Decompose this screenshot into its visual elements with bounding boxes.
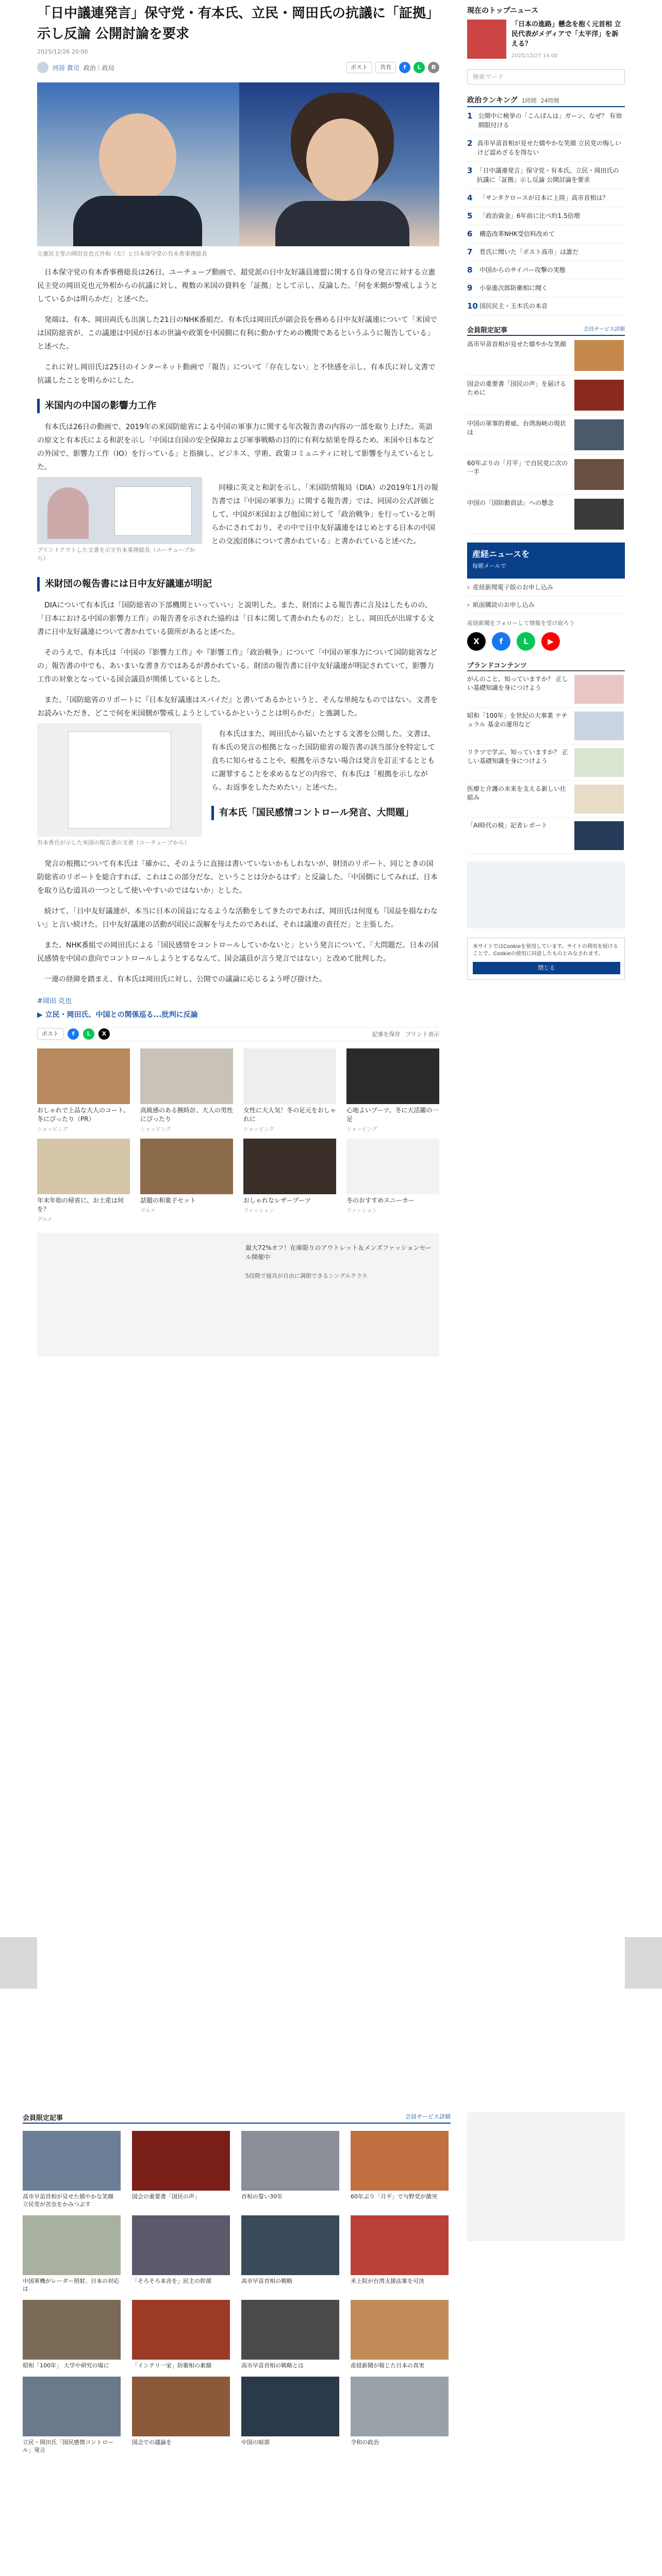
promo-thumbnail	[243, 1139, 336, 1194]
facebook-icon[interactable]: f	[399, 62, 410, 73]
article-paragraph: また、NHK番組での岡田氏による「国民感情をコントロールしていかないと」という発言について、「大問題だ。日本の国民感情を中国の意向でコントロールしようとするなんて、国会議員が言う発言ではない」と改めて批判した。	[37, 941, 439, 963]
promo-thumbnail	[346, 1139, 439, 1194]
ranking-text: 公開中に検挙の「こんばんは」ガーン、なぜ？ 有効期限付ける	[478, 112, 622, 129]
x-icon[interactable]: X	[98, 1028, 110, 1040]
article-paragraph: また、「国防総省のリポートに『日本友好議連はスパイだ』と書いてあるかというと、そんな単純なものではない。文書をお読みいただき、どこで何を米国側が警戒しようとしているかということは明らかだ」と強調した。	[37, 696, 438, 718]
share-bar-bottom	[37, 1027, 439, 1041]
person-face	[306, 118, 378, 201]
promo-card[interactable]	[37, 1048, 130, 1132]
promo-source: ファッション	[243, 1208, 274, 1214]
promo-title: おしゃれで上品な大人のコート、冬にぴったり（PR）	[37, 1107, 129, 1123]
cookie-consent	[467, 938, 625, 980]
ranking-text: 「サンタクロースが日本に上陸」高市首相は？	[479, 194, 609, 201]
pr-text: 医療と介護の未来を支える新しい仕組み	[467, 785, 567, 801]
lower-thumbnail	[241, 2300, 339, 2360]
pr-thumbnail	[574, 675, 624, 704]
member-item-text: 中国の「国防動員法」への懸念	[467, 499, 554, 506]
lower-card[interactable]	[241, 2215, 339, 2293]
member-thumbnail	[574, 380, 624, 411]
ranking-text: 菅氏に聞いた「ポスト高市」は誰だ	[479, 248, 579, 256]
lower-card-title: 60年ぶり「月平」で与野党が激突	[351, 2193, 437, 2200]
reporter-name[interactable]: 河居 貴司	[53, 64, 79, 72]
article-paragraph: 日本保守党の有本香事務総長は26日、ユーチューブ動画で、超党派の日中友好議員連盟に関する自身の発言に対する立憲民主党の岡田克也元外相からの抗議に対し、複数の米国の資料を「証拠」として示し、反論した。「何を米側が警戒しようとしているかは明らかだ」と述べた。	[37, 268, 438, 303]
tag-link[interactable]: #岡田 克也	[37, 997, 72, 1005]
member-item-text: 高市早苗首相が見せた嬉やかな笑顔	[467, 341, 567, 348]
print-button[interactable]: プリント表示	[405, 1031, 439, 1038]
ranking-text: 「政治資金」6年前に比べ約1.5倍増	[479, 212, 580, 219]
hero-caption: 立憲民主党の岡田克也元外相（左）と日本保守党の有本香事務総長	[37, 250, 207, 257]
arrow-icon: ›	[467, 583, 470, 591]
ranking-item[interactable]	[467, 279, 625, 297]
ranking-item[interactable]	[467, 243, 625, 261]
article-paragraph: そのうえで、有本氏は「中国の『影響力工作』や『影響工作』「政治戦争」について「中国の軍事力について国防総省などの」報告書の中でも、あいまいな書き方ではあるが書かれている。財団の報告書に日中友好議連が明記されていて、影響力工作の対象となっている国会議員が関係しているとした。	[37, 649, 438, 684]
hero-image	[37, 82, 439, 246]
member-thumbnail	[574, 459, 624, 490]
ad-subtext: 5段階で寝具が自由に調節できるシングルクラス	[245, 1273, 368, 1279]
pr-header: プランドコンテンツ	[467, 660, 625, 671]
ranking-item[interactable]	[467, 261, 625, 279]
newsletter-subtitle: 毎朝メールで	[472, 563, 506, 569]
promo-title: 高級感のある腕時計、大人の男性にぴったり	[140, 1107, 234, 1123]
post-button[interactable]: ポスト	[37, 1028, 63, 1040]
promo-card[interactable]	[140, 1048, 233, 1132]
promo-title: 話題の和菓子セット	[140, 1197, 196, 1204]
lower-thumbnail	[23, 2377, 121, 2436]
lower-header	[23, 2112, 451, 2124]
lower-card[interactable]	[241, 2377, 339, 2454]
promo-thumbnail	[37, 1048, 130, 1104]
bookmark-icon[interactable]: B	[428, 62, 439, 73]
share-actions	[372, 1030, 439, 1038]
section-heading: 米国内の中国の影響力工作	[37, 399, 439, 413]
x-icon[interactable]: X	[467, 632, 486, 651]
member-item-text: 中国の軍事的脅威、台湾海峡の現状は	[467, 420, 567, 436]
gray-gutter-left	[0, 1937, 37, 1989]
facebook-icon[interactable]: f	[492, 632, 510, 651]
promo-source: ショッピング	[37, 1127, 68, 1132]
promo-card[interactable]	[243, 1048, 336, 1132]
member-thumbnail	[574, 499, 624, 530]
ranking-text: 国民民主・玉木氏の本音	[479, 302, 548, 310]
ranking-title: 政治ランキング	[467, 96, 518, 105]
lower-thumbnail	[132, 2377, 230, 2436]
member-item[interactable]	[467, 336, 625, 376]
ad-text: 最大72%オフ！在庫限りのアウトレット＆メンズファッションセール開催中	[245, 1244, 432, 1261]
member-item-text: 国会の重要書「国民の声」を届けるために	[467, 380, 567, 396]
newsletter-title: 産経ニュースを	[472, 549, 530, 559]
lower-card-title: 高市早苗首相の戦略とは	[241, 2362, 304, 2369]
pr-item[interactable]	[467, 781, 625, 818]
document-figure	[114, 486, 192, 536]
pr-thumbnail	[574, 785, 624, 814]
lower-card-title: 米上院が台湾支援法案を可決	[351, 2278, 424, 2284]
lower-thumbnail	[241, 2131, 339, 2191]
lower-thumbnail	[132, 2131, 230, 2191]
member-thumbnail	[574, 419, 624, 450]
pr-text: 「AI時代の税」記者レポート	[467, 822, 548, 829]
figure-image	[37, 723, 202, 837]
ranking-item[interactable]	[467, 107, 625, 134]
rank-number: 9	[467, 283, 473, 293]
ranking-item[interactable]	[467, 134, 625, 162]
pr-text: 昭和「100年」を世紀の大事業 ナチュラル 基金の運用など	[467, 712, 568, 728]
subscribe-digital-link[interactable]	[467, 579, 625, 596]
advertisement-content	[238, 1233, 439, 1357]
ranking-item[interactable]	[467, 207, 625, 225]
lower-card-title: 中国の暗部	[241, 2439, 270, 2446]
pr-item[interactable]	[467, 708, 625, 744]
document-figure	[68, 732, 171, 828]
promo-card[interactable]	[243, 1139, 336, 1223]
sidebar	[467, 0, 625, 980]
byline	[37, 61, 439, 74]
promo-thumbnail	[140, 1048, 233, 1104]
line-icon[interactable]: L	[517, 632, 535, 651]
lower-thumbnail	[351, 2131, 449, 2191]
lower-more-link[interactable]: 会員サービス詳細	[405, 2113, 451, 2120]
promo-card[interactable]	[140, 1139, 233, 1223]
article-date: 2025/12/26 20:00	[37, 48, 88, 55]
lower-card[interactable]	[132, 2300, 230, 2369]
tag-row	[37, 995, 439, 1005]
rank-number: 10	[467, 301, 478, 311]
lower-card-title: 立民・岡田氏「国民感情コントロール」発言	[23, 2439, 113, 2453]
share-bar	[346, 62, 439, 73]
lower-card-title: 中国軍機がレーダー照射、日本の対応は	[23, 2278, 119, 2292]
promo-grid	[37, 1048, 439, 1223]
lower-thumbnail	[132, 2300, 230, 2360]
photo-arimoto	[239, 82, 439, 246]
promo-source: ファッション	[346, 1208, 377, 1214]
figure-image	[37, 477, 202, 544]
person-suit	[275, 201, 409, 246]
lower-thumbnail	[351, 2300, 449, 2360]
lower-card[interactable]	[23, 2131, 121, 2208]
rank-number: 8	[467, 265, 473, 275]
lower-card[interactable]	[241, 2131, 339, 2208]
ranking-item[interactable]	[467, 189, 625, 207]
ranking-list	[467, 107, 625, 315]
post-button[interactable]: ポスト	[346, 62, 372, 73]
promo-title: 冬のおすすめスニーカー	[346, 1197, 415, 1204]
lower-thumbnail	[241, 2215, 339, 2275]
reporter-avatar	[37, 62, 48, 73]
pr-thumbnail	[574, 821, 624, 850]
ranking-text: 「日中議連発言」保守党・有本氏、立民・岡田氏の抗議に「証拠」示し反論 公開討論を要求	[476, 167, 619, 183]
member-title: 会員限定記事	[467, 327, 508, 334]
lower-card[interactable]	[351, 2131, 449, 2208]
figure-caption: プリントアウトした文書を示す有本事務総長（ユーチューブから）	[37, 547, 195, 562]
related-article-link[interactable]: ▶ 立民・岡田氏、中国との関係巡る...批判に反論	[37, 1011, 198, 1019]
lower-card-title: 令和の政治	[351, 2439, 379, 2446]
top-news-date: 2025/12/27 14:00	[511, 53, 558, 59]
facebook-icon[interactable]: f	[68, 1028, 79, 1040]
member-item[interactable]	[467, 495, 625, 534]
pr-text: リクツで学ぶ、知っていますか？ 正しい基礎知識を身につけよう	[467, 749, 568, 765]
section-heading: 米財団の報告書には日中友好議連が明記	[37, 577, 439, 591]
tab-24h[interactable]: 24時間	[540, 97, 559, 104]
article-section[interactable]: 政治｜政局	[83, 64, 114, 72]
search-input[interactable]: 検索ワード	[467, 69, 625, 84]
article-paragraph: 有本氏は26日の動画で、2019年の米国防総省による中国の軍事力に関する年次報告書の内容の一部を取り上げた。英語の原文と有本氏による和訳を示し「中国は自国の安全保障および軍事戦略の目的に有利な結果を得るため、米国や日本などの外国で、影響力工作（IO）を行っている」と指摘し、ビジネス、学術、政策コミュニティに対して影響を与えているとした。	[37, 423, 434, 471]
advertisement-wide[interactable]	[37, 1233, 439, 1357]
lower-card-title: 首相の誓い30年	[241, 2193, 283, 2200]
rank-number: 1	[467, 111, 473, 121]
share-button[interactable]: 共有	[375, 62, 396, 73]
sidebar-advertisement[interactable]	[467, 861, 625, 928]
lower-card-title: 高市早苗首相が見せた嬉やかな笑顔 立民党が苦虫をかみつぶす	[23, 2193, 113, 2208]
line-icon[interactable]: L	[83, 1028, 94, 1040]
lower-card-title: 高市早苗首相の戦略	[241, 2278, 292, 2284]
promo-title: おしゃれなレザーブーツ	[243, 1197, 311, 1204]
member-more-link[interactable]: 会員サービス詳細	[584, 327, 625, 332]
lower-card[interactable]	[132, 2131, 230, 2208]
subscribe-paper-link[interactable]	[467, 596, 625, 614]
rank-number: 2	[467, 139, 473, 148]
lower-card-title: 「インテリ一家」防衛相の素顔	[132, 2362, 211, 2369]
lower-right	[467, 2112, 625, 2241]
lower-thumbnail	[23, 2300, 121, 2360]
ranking-text: 構造改革NHK受信料改めて	[479, 230, 555, 238]
figure-caption: 有本香氏が示した米国の報告書の文書（ユーチューブから）	[37, 839, 190, 846]
arrow-icon: ›	[467, 601, 470, 608]
save-article-button[interactable]: 記事を保存	[372, 1031, 401, 1038]
ranking-item[interactable]	[467, 297, 625, 315]
tab-1h[interactable]: 1時間	[521, 97, 537, 104]
article-paragraph: 発端は、有本、岡田両氏も出演した21日のNHK番組だ。有本氏は岡田氏が副会長を務める日中友好議連について「米国では国防総省が、この議連は中国が日本の世論や政策を中国側に有利に動かすための機関であるというふうに報告している」と述べた。	[37, 316, 437, 351]
figure-printout	[37, 477, 202, 563]
link-label: 紙面購読のお申し込み	[472, 601, 535, 608]
lower-card-title: 国会での議論を	[132, 2439, 172, 2446]
promo-thumbnail	[37, 1139, 130, 1194]
lower-card[interactable]	[132, 2377, 230, 2454]
lower-card-title: 国会の重要書「国民の声」	[132, 2193, 200, 2200]
rank-number: 3	[467, 166, 473, 175]
pr-item[interactable]	[467, 671, 625, 708]
promo-card[interactable]	[346, 1139, 439, 1223]
ranking-header	[467, 95, 625, 107]
promo-title: 年末年始の帰省に、お土産は何を？	[37, 1197, 124, 1213]
pr-text: がんのこと、知っていますか？ 正しい基礎知識を身につけよう	[467, 675, 568, 691]
member-header	[467, 325, 625, 336]
member-item[interactable]	[467, 455, 625, 495]
lower-card-title: 産経新聞が報じた日本の真実	[351, 2362, 424, 2369]
sns-title: 産経新聞をフォローして情報を受け取ろう	[467, 620, 575, 626]
top-news-thumbnail	[467, 20, 506, 59]
article-paragraph: 発言の根拠について有本氏は「確かに、そのように直接は書いていないかもしれないが、財団のリポート、同じときの国防総省のリポートを総合すれば、これはこの部分だな、ということは分かるはず」と反論した。「中国側にしてみれば、日本を取り込む道具の一つとして使いやすいのではないか」とした。	[37, 860, 438, 895]
article-paragraph: 有本氏はまた、岡田氏から届いたとする文書を公開した。文書は、有本氏の発言の根拠となった国防総省の報告書の該当部分を特定して直ちに知らせることや、根拠を示さない場合は発言を訂正するとともに謝罪することを求めるなどの内容で、有本氏は「根拠を示しながら、お返事をしたためたい」と述べた。	[211, 730, 435, 792]
top-news-title: 現在のトップニュース	[467, 7, 539, 15]
lower-card[interactable]	[351, 2377, 449, 2454]
link-label: 産経新聞電子版のお申し込み	[472, 584, 553, 591]
lower-advertisement[interactable]	[467, 2112, 625, 2241]
article-paragraph: 続けて、「日中友好議連が、本当に日本の国益になるような活動をしてきたのであれば、岡田氏は何度も『国益を損なわない』と言い続けた。日中友好議連の活動が国民に誤解を与えたのであれば、それは議連の責任だ」と主張した。	[37, 907, 438, 929]
ranking-text: 高市早苗首相が見せた嬉やかな笑顔 立民党の悔しいけど認めざるを得ない	[477, 140, 622, 156]
person-suit	[73, 196, 202, 246]
lower-card[interactable]	[132, 2215, 230, 2293]
lower-title: 会員限定記事	[23, 2114, 63, 2122]
promo-thumbnail	[346, 1048, 439, 1104]
rank-number: 4	[467, 193, 473, 202]
promo-source: グルメ	[37, 1217, 53, 1223]
promo-title: 心地よいブーツ、冬に大活躍の一足	[346, 1107, 439, 1123]
article-paragraph: 同様に英文と和訳を示し、「米国防情報局（DIA）の2019年1月の報告書では『中国の軍事力』に関する報告書」では、同国の公式評価として、中国が米国および他国に対して「政治戦争」を行っていると明らかにされており、その中で日中友好議連をはじめとする日本の中国との交流団体について書かれている」と書かれていると述べた。	[211, 484, 439, 546]
lower-card-title: 昭和「100年」 大学や研究の場に	[23, 2362, 109, 2369]
promo-source: ショッピング	[346, 1127, 377, 1132]
line-icon[interactable]: L	[413, 62, 425, 73]
promo-thumbnail	[243, 1048, 336, 1104]
youtube-icon[interactable]: ▶	[541, 632, 560, 651]
promo-source: グルメ	[140, 1208, 156, 1214]
article-paragraph: DIAについて有本氏は「国防総省の下部機関といっていい」と説明した。また、財団による報告書に言及はしたものの、「日本における中国の影響力工作」の報告書を示された協約は「日本に関して書かれたものだ」とし、岡田氏が出席する文書に日中友好議連について書かれている箇所があると述べた。	[37, 601, 434, 636]
ranking-item[interactable]	[467, 162, 625, 189]
figure-report	[37, 723, 202, 847]
promo-source: ショッピング	[243, 1127, 274, 1132]
pr-thumbnail	[574, 748, 624, 777]
ranking-item[interactable]	[467, 225, 625, 243]
sns-row	[467, 632, 625, 651]
promo-title: 女性に大人気！冬の足元をおしゃれに	[243, 1107, 337, 1123]
pr-item[interactable]	[467, 744, 625, 781]
lower-thumbnail	[241, 2377, 339, 2436]
promo-card[interactable]	[37, 1139, 130, 1223]
photo-okada	[37, 82, 239, 246]
section-heading: 有本氏「国民感情コントロール発言、大問題」	[211, 806, 439, 820]
promo-thumbnail	[140, 1139, 233, 1194]
person-face	[99, 113, 176, 201]
lower-card[interactable]	[351, 2215, 449, 2293]
article-paragraph: 一連の経緯を踏まえ、有本氏は岡田氏に対し、公開での議論に応じるよう呼び掛けた。	[44, 975, 326, 984]
gray-gutter-right	[625, 1937, 662, 1989]
pr-item[interactable]	[467, 818, 625, 854]
lower-card[interactable]	[23, 2300, 121, 2369]
top-news-headline: 「日本の進路」懸念を抱く元首相 立民代表がメディアで「太平洋」を訴える？	[511, 21, 621, 48]
article-main	[37, 0, 439, 1357]
promo-source: ショッピング	[140, 1127, 171, 1132]
lower-thumbnail	[23, 2131, 121, 2191]
lower-thumbnail	[351, 2377, 449, 2436]
lower-thumbnail	[23, 2215, 121, 2275]
person-figure	[47, 487, 89, 539]
promo-card[interactable]	[346, 1048, 439, 1132]
member-item[interactable]	[467, 376, 625, 415]
member-item[interactable]	[467, 415, 625, 455]
article-headline: 「日中議連発言」保守党・有本氏、立民・岡田氏の抗議に「証拠」示し反論 公開討論を要求	[37, 6, 440, 42]
rank-number: 5	[467, 211, 473, 221]
lower-card[interactable]	[23, 2215, 121, 2293]
rank-number: 7	[467, 247, 473, 257]
pr-thumbnail	[574, 711, 624, 740]
consent-close-button[interactable]: 閉じる	[473, 962, 620, 974]
member-thumbnail	[574, 340, 624, 371]
rank-number: 6	[467, 229, 473, 239]
lower-card[interactable]	[351, 2300, 449, 2369]
lower-grid	[23, 2131, 449, 2454]
consent-text: 本サイトではCookieを使用しています。サイトの利用を続けることで、Cookieの使用に同意したものとみなされます。	[473, 944, 618, 957]
lower-thumbnail	[132, 2215, 230, 2275]
ranking-text: 中国からのサイバー攻撃の実態	[479, 266, 566, 274]
ranking-text: 小泉進次郎防衛相に聞く	[479, 284, 548, 292]
newsletter-banner[interactable]	[467, 543, 625, 579]
member-item-text: 60年ぶりの「月平」で自民党に次の一手	[467, 460, 568, 476]
lower-card[interactable]	[23, 2377, 121, 2454]
article-paragraph: これに対し岡田氏は25日のインターネット動画で「報告」について「存在しない」と不快感を示し、有本氏に対し文書で抗議したことを明らかにした。	[37, 363, 436, 385]
top-news-text	[511, 20, 625, 61]
lower-card-title: 「そろそろ本音を」民主の幹部	[132, 2278, 211, 2284]
lower-thumbnail	[351, 2215, 449, 2275]
lower-card[interactable]	[241, 2300, 339, 2369]
top-news-item[interactable]	[467, 20, 625, 61]
